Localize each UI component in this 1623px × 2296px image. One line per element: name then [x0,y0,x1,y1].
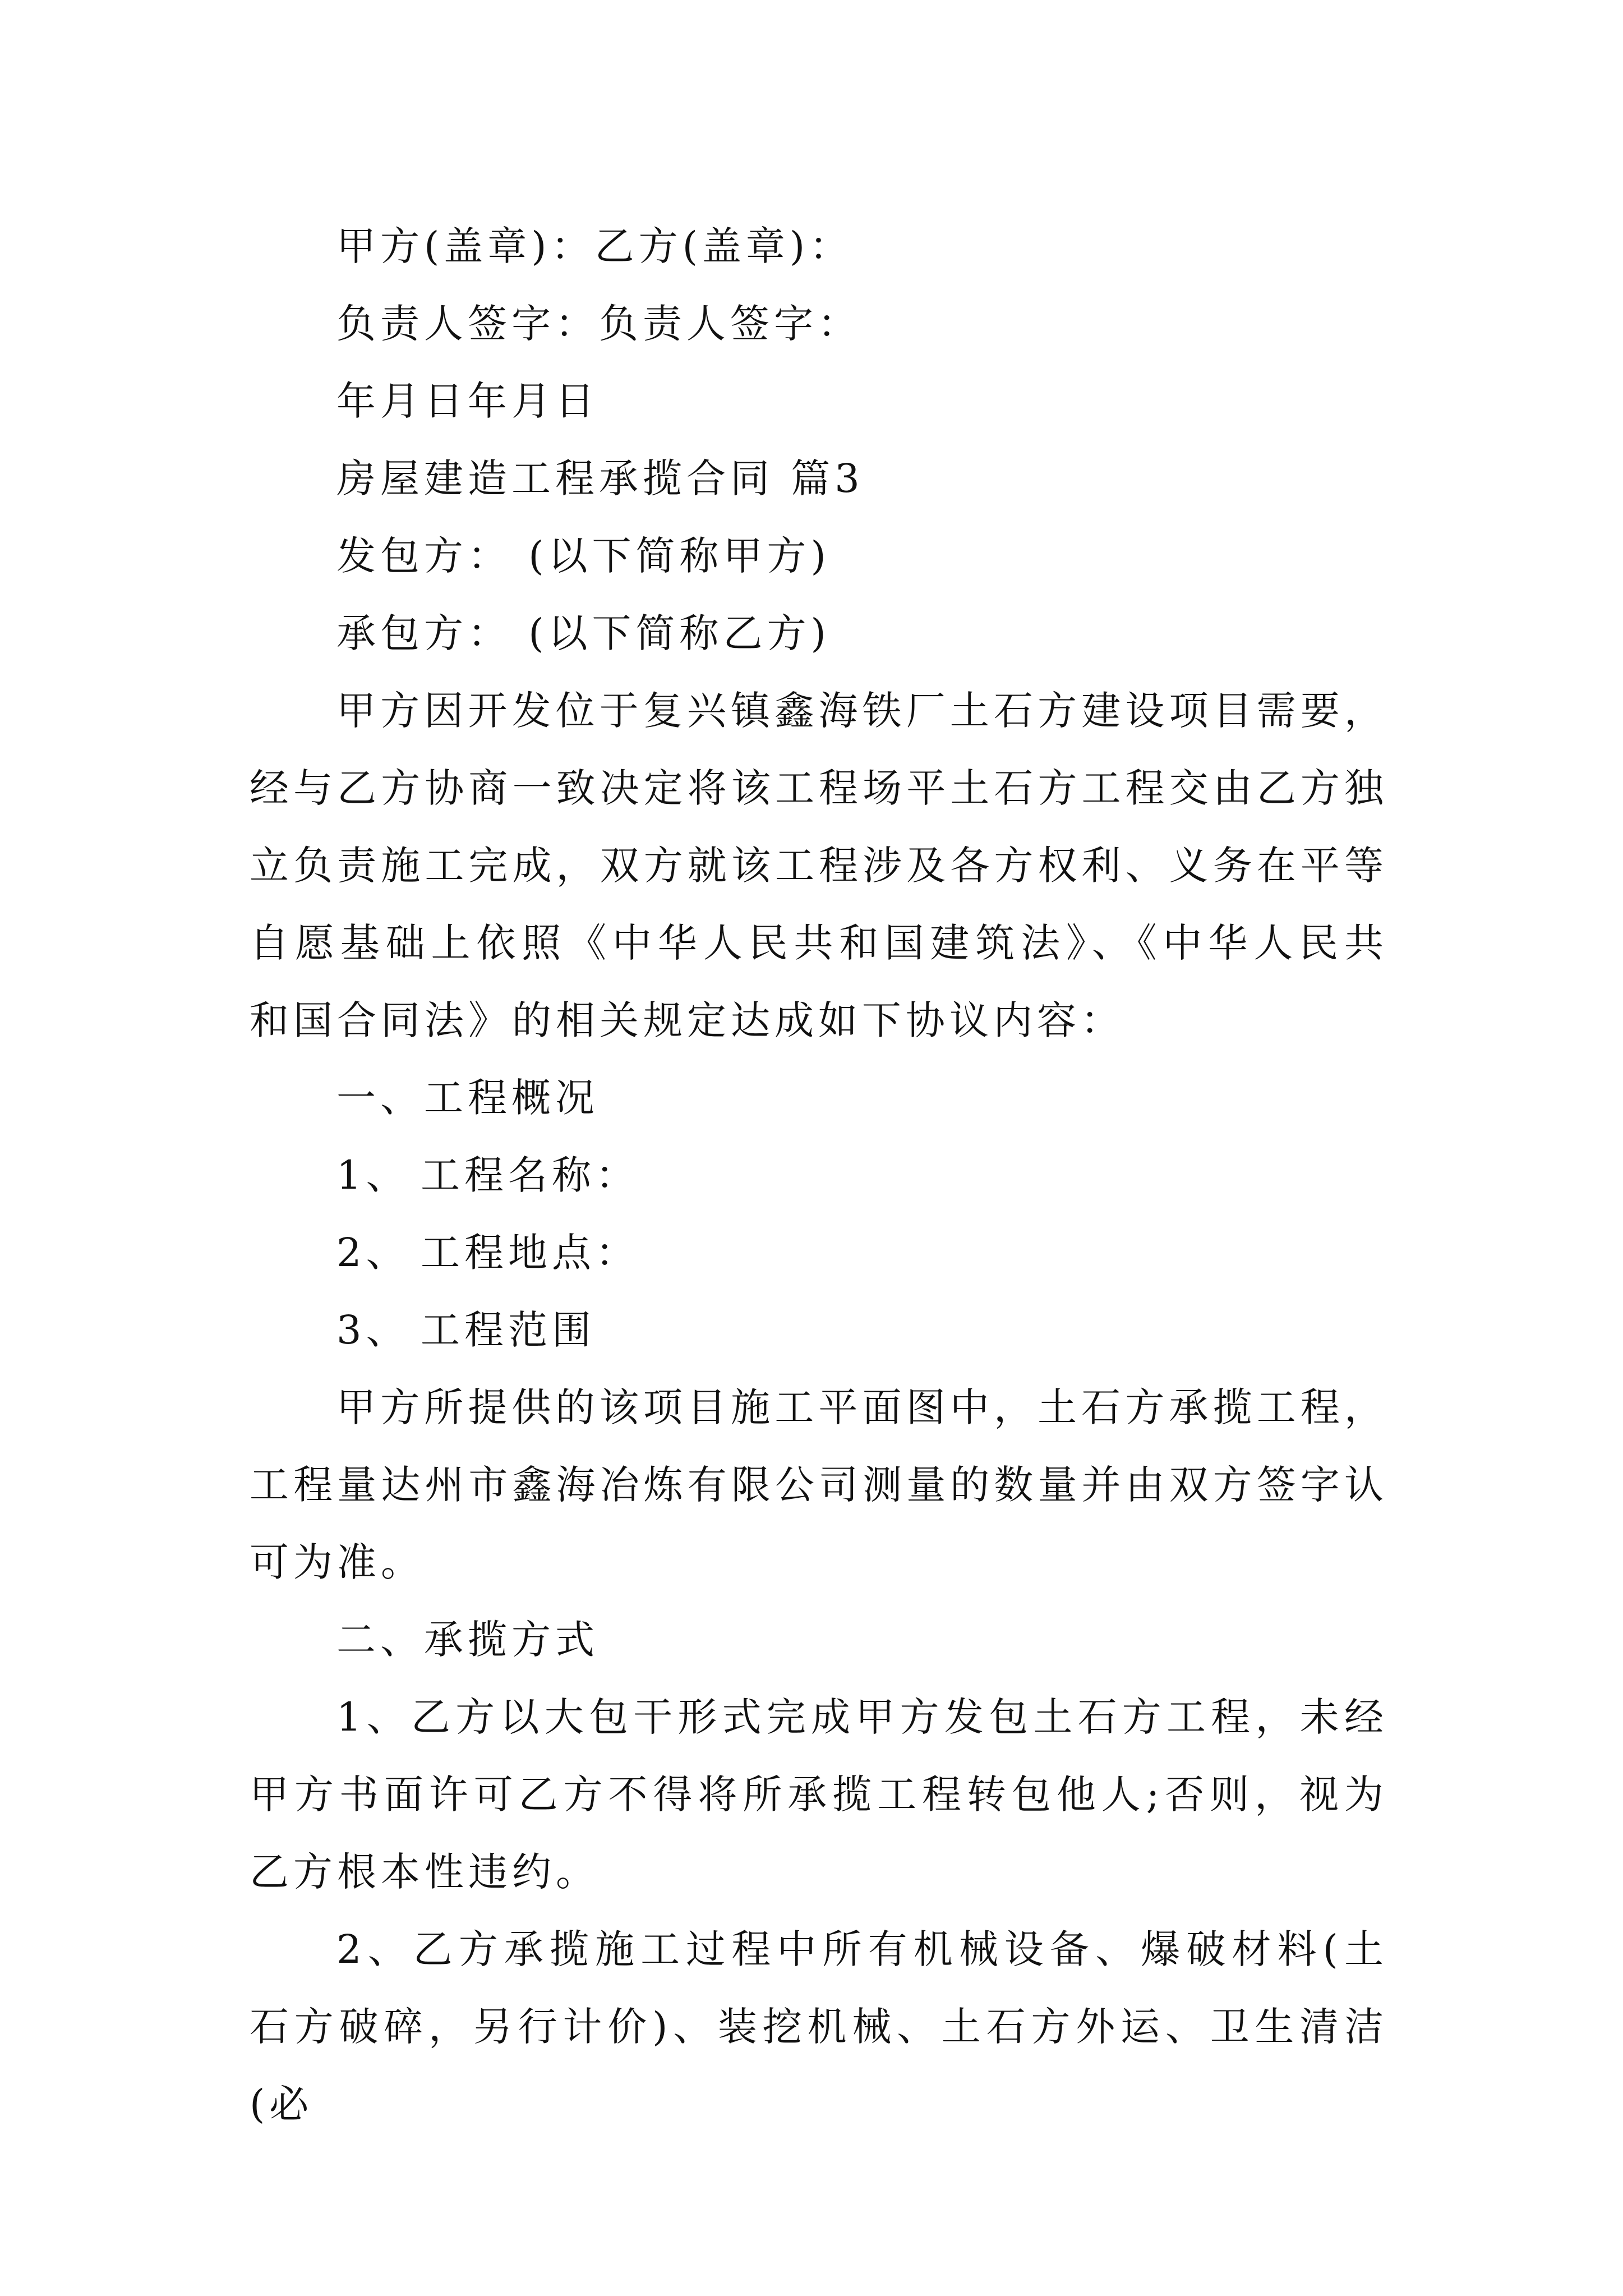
list-item [250,1137,1388,1214]
intro-paragraph: 甲方因开发位于复兴镇鑫海铁厂土石方建设项目需要，经与乙方协商一致决定将该工程场平土石方工程交由乙方独立负责施工完成，双方就该工程涉及各方权利、义务在平等自愿基础上依照《中华人民共和国建筑法》、《中华人民共和国合同法》的相关规定达成如下协议内容： [250,688,1388,1043]
heading-text: 工程概况 [424,1075,599,1121]
list-item-text: 工程地点： [421,1230,639,1276]
method-paragraph-1: 1、乙方以大包干形式完成甲方发包土石方工程，未经甲方书面许可乙方不得将所承揽工程转包他人;否则，视为乙方根本性违约。 [250,1694,1388,1895]
section-title: 房屋建造工程承揽合同 篇3 [336,455,864,501]
date-line: 年月日年月日 [336,378,599,424]
scope-paragraph: 甲方所提供的该项目施工平面图中，土石方承揽工程，工程量达州市鑫海冶炼有限公司测量的数量并由双方签字认可为准。 [250,1384,1388,1585]
signature-line-2: 负责人签字：负责人签字： [336,301,861,347]
heading-number: 二、 [336,1617,424,1663]
list-item-number: 3、 [336,1307,410,1353]
document-body [250,208,1388,2143]
party-contractor: 承包方： (以下简称乙方) [336,610,831,656]
party-contractor-issuer: 发包方： (以下简称甲方) [336,533,831,579]
list-item [250,1214,1388,1291]
list-item [250,1291,1388,1369]
list-item-text: 工程范围 [421,1307,596,1353]
heading-project-overview [250,1059,1388,1137]
heading-number: 一、 [336,1075,424,1121]
list-item-text: 工程名称： [421,1152,639,1198]
signature-line-1: 甲方(盖章)：乙方(盖章)： [336,223,854,269]
list-item-number: 1、 [336,1152,410,1198]
method-paragraph-2: 2、乙方承揽施工过程中所有机械设备、爆破材料(土石方破碎，另行计价)、装挖机械、土石方外运、卫生清洁(必 [250,1926,1388,2127]
heading-contract-method [250,1601,1388,1678]
heading-text: 承揽方式 [424,1617,599,1663]
list-item-number: 2、 [336,1230,410,1276]
